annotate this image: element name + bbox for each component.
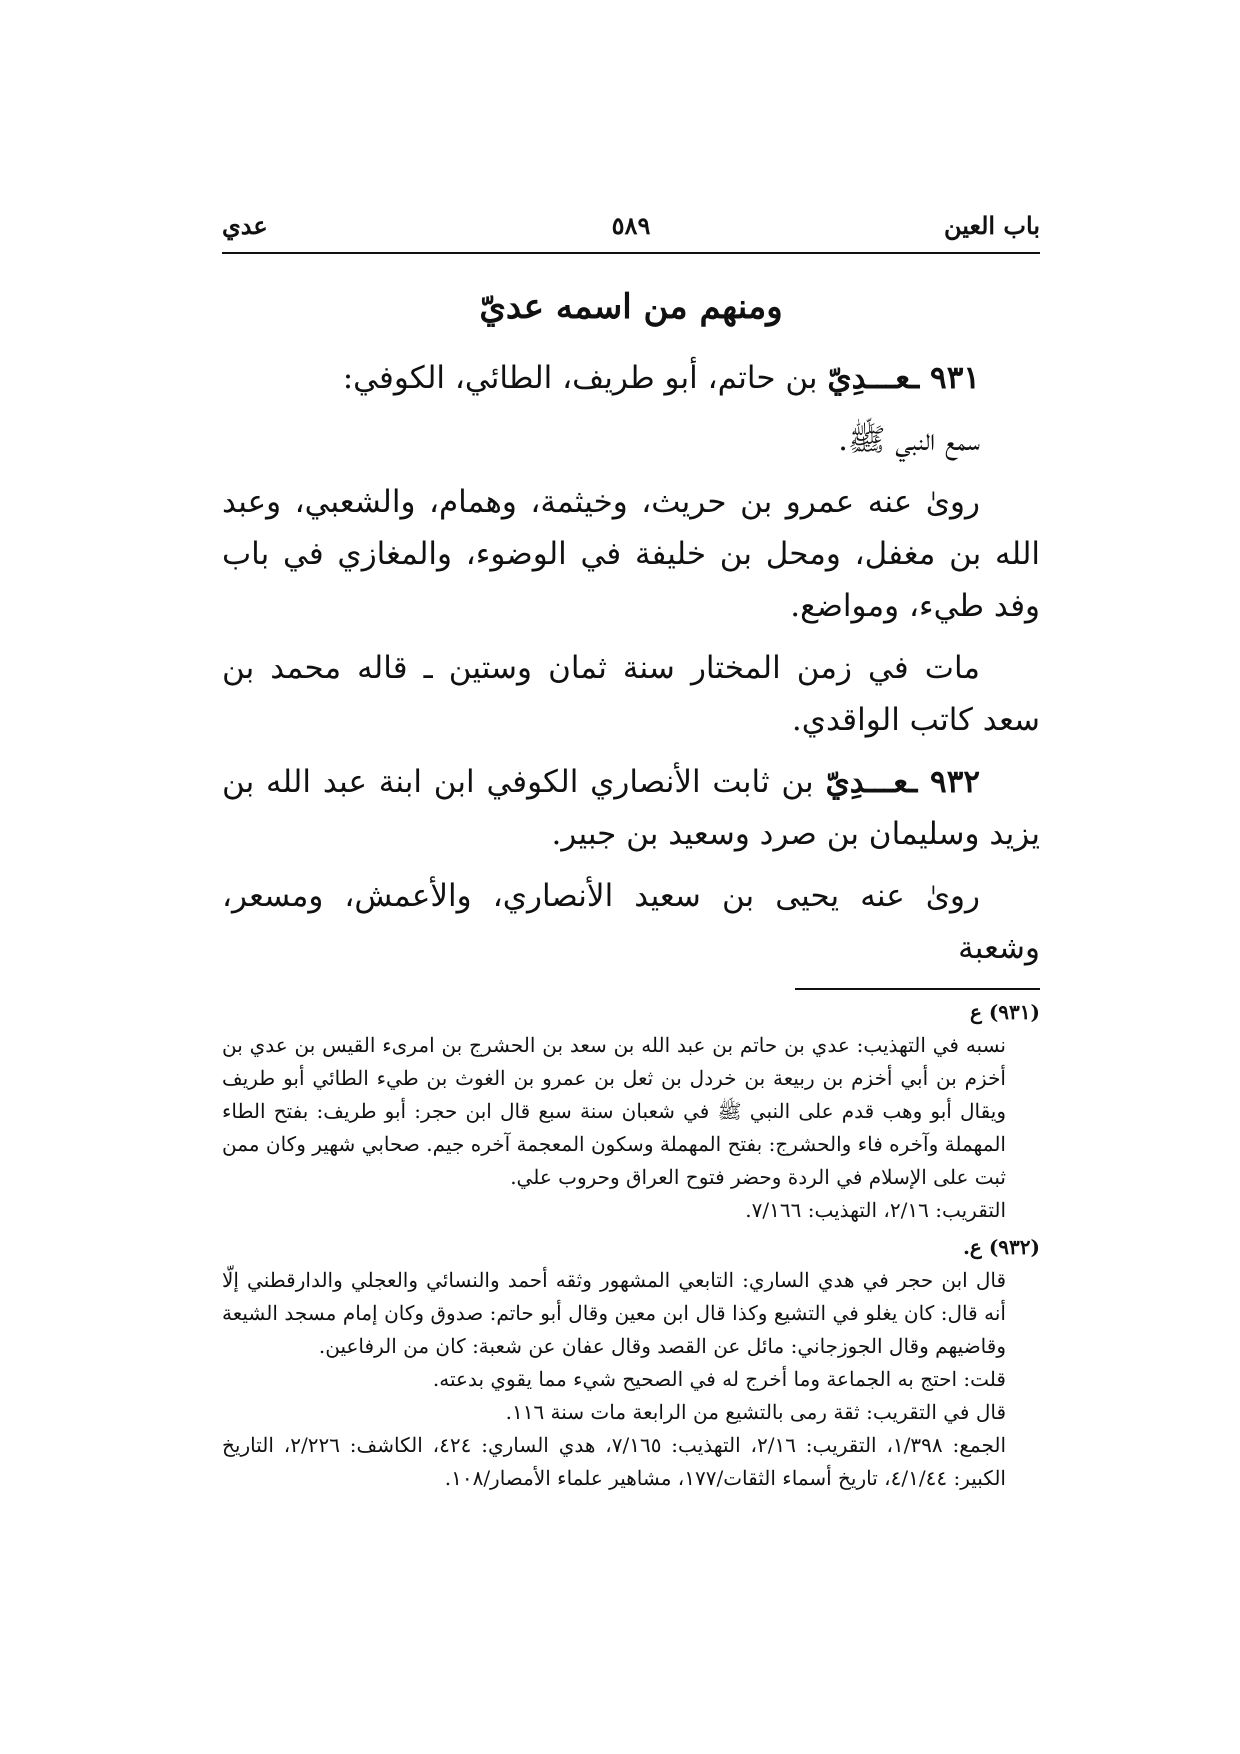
- footnote-line: قال ابن حجر في هدي الساري: التابعي المشهور وثقه أحمد والنسائي والعجلي والدارقطني إلّا أنه قال: كان يغلو في التشيع وكذا قال ابن معين وقال أبو حاتم: صدوق وكان إمام مسجد الشيعة وقاضيهم وقال الجوزجاني: مائل عن القصد وقال عفان عن شعبة: كان من الرفاعين.: [222, 1268, 1006, 1358]
- section-running-title: عدي: [222, 211, 268, 240]
- running-header: [222, 208, 1040, 252]
- entry-931-heard: سمع النبي ﷺ.: [838, 422, 980, 458]
- chapter-title: باب العين: [943, 211, 1040, 240]
- entry-name: عـــدِيّ: [825, 764, 909, 800]
- footnote-separator: [795, 988, 1040, 990]
- section-heading: ومنهم من اسمه عديّ: [479, 287, 783, 327]
- entry-title-rest: بن حاتم، أبو طريف، الطائي، الكوفي:: [342, 360, 828, 396]
- header-rule: [222, 252, 1040, 254]
- entry-931-narrators: روىٰ عنه عمرو بن حريث، وخيثمة، وهمام، والشعبي، وعبد الله بن مغفل، ومحل بن خليفة في الوضوء، والمغازي في باب وفد طيء، ومواضع.: [222, 484, 1040, 624]
- entry-931-heading: [222, 352, 1040, 404]
- footnote-931-body: [222, 1029, 1040, 1227]
- main-text: [222, 352, 1040, 984]
- entry-title-rest: بن ثابت الأنصاري الكوفي ابن ابنة عبد الله بن يزيد وسليمان بن صرد وسعيد بن جبير.: [222, 764, 1040, 852]
- footnote-line: قلت: احتج به الجماعة وما أخرج له في الصحيح شيء مما يقوي بدعته.: [432, 1367, 1006, 1391]
- entry-931-death: مات في زمن المختار سنة ثمان وستين ـ قاله محمد بن سعد كاتب الواقدي.: [222, 650, 1040, 738]
- footnote-932-body: [222, 1264, 1040, 1495]
- footnote-ref-931: (٩٣١) ع: [969, 1000, 1040, 1024]
- entry-number: ٩٣٢ ـ: [908, 764, 980, 800]
- footnote-ref-932: (٩٣٢) ع.: [962, 1235, 1040, 1259]
- footnote-line: الجمع: ١/٣٩٨، التقريب: ٢/١٦، التهذيب: ٧/١٦٥، هدي الساري: ٤٢٤، الكاشف: ٢/٢٢٦، التاريخ الكبير: ٤/١/٤٤، تاريخ أسماء الثقات/١٧٧، مشاهير علماء الأمصار/١٠٨.: [222, 1433, 1007, 1490]
- entry-number: ٩٣١ ـ: [910, 360, 980, 396]
- footnotes: [222, 996, 1040, 1495]
- footnote-line: التقريب: ٢/١٦، التهذيب: ٧/١٦٦.: [745, 1198, 1006, 1222]
- entry-932-narrators: روىٰ عنه يحيى بن سعيد الأنصاري، والأعمش، ومسعر، وشعبة: [222, 878, 1040, 966]
- footnote-line: نسبه في التهذيب: عدي بن حاتم بن عبد الله بن سعد بن الحشرج بن امرىء القيس بن عدي بن أخزم بن أبي أخزم بن ربيعة بن خردل بن ثعل بن عمرو بن الغوث بن طيء الطائي أبو طريف ويقال أبو وهب قدم على النبي ﷺ في شعبان سنة سبع قال ابن حجر: أبو طريف: بفتح الطاء المهملة وآخره فاء والحشرج: بفتح المهملة وسكون المعجمة آخره جيم. صحابي شهير وكان ممن ثبت على الإسلام في الردة وحضر فتوح العراق وحروب علي.: [222, 1033, 1006, 1189]
- entry-932-heading: [222, 756, 1040, 860]
- entry-name: عـــدِيّ: [827, 360, 911, 396]
- footnote-line: قال في التقريب: ثقة رمى بالتشيع من الرابعة مات سنة ١١٦.: [505, 1400, 1006, 1424]
- page-number: ٥٨٩: [611, 211, 651, 240]
